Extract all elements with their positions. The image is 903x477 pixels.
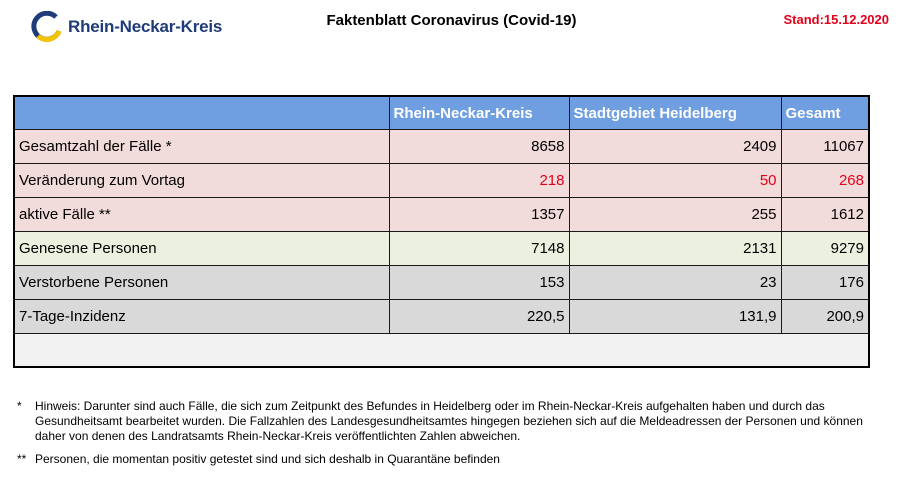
facts-table (13, 95, 870, 368)
cell-value: 7148 (389, 232, 569, 266)
cell-value: 1612 (781, 198, 869, 232)
footnote (17, 399, 877, 444)
row-label: Genesene Personen (14, 232, 389, 266)
cell-value: 255 (569, 198, 781, 232)
cell-value: 11067 (781, 130, 869, 164)
table-row (14, 232, 869, 266)
cell-value: 218 (389, 164, 569, 198)
footnote-mark: ** (17, 452, 27, 466)
cell-value: 153 (389, 266, 569, 300)
cell-value: 2409 (569, 130, 781, 164)
table-row (14, 300, 869, 334)
cell-value: 2131 (569, 232, 781, 266)
row-label: Verstorbene Personen (14, 266, 389, 300)
empty-cell (14, 334, 869, 368)
footnote-text: Hinweis: Darunter sind auch Fälle, die sich zum Zeitpunkt des Befundes in Heidelberg oder im Rhein-Neckar-Kreis aufgehalten haben und durch das Gesundheitsamt bearbeitet wurden. Die Fallzahlen des Landesgesundheitsamtes hingegen beziehen sich auf die Meldeadressen der Personen und können daher von denen des Landratsamts Rhein-Neckar-Kreis veröffentlichten Zahlen abweichen. (35, 399, 863, 443)
cell-value: 50 (569, 164, 781, 198)
column-header-label (14, 96, 389, 130)
cell-value: 220,5 (389, 300, 569, 334)
cell-value: 200,9 (781, 300, 869, 334)
table-row (14, 266, 869, 300)
row-label: Veränderung zum Vortag (14, 164, 389, 198)
cell-value: 8658 (389, 130, 569, 164)
column-header-gesamt: Gesamt (781, 96, 869, 130)
cell-value: 9279 (781, 232, 869, 266)
cell-value: 23 (569, 266, 781, 300)
footnote-text: Personen, die momentan positiv getestet sind und sich deshalb in Quarantäne befinden (35, 452, 500, 466)
footnote (17, 452, 877, 467)
row-label: 7-Tage-Inzidenz (14, 300, 389, 334)
column-header-rhein-neckar-kreis: Rhein-Neckar-Kreis (389, 96, 569, 130)
cell-value: 268 (781, 164, 869, 198)
footnote-mark: * (17, 399, 22, 413)
empty-row (14, 334, 869, 368)
footnotes (17, 399, 877, 467)
page-title: Faktenblatt Coronavirus (Covid-19) (326, 12, 577, 29)
logo-text: Rhein-Neckar-Kreis (68, 17, 223, 36)
table-row (14, 164, 869, 198)
row-label: aktive Fälle ** (14, 198, 389, 232)
cell-value: 1357 (389, 198, 569, 232)
column-header-heidelberg: Stadtgebiet Heidelberg (569, 96, 781, 130)
table-row (14, 130, 869, 164)
table-row (14, 198, 869, 232)
row-label: Gesamtzahl der Fälle * (14, 130, 389, 164)
cell-value: 131,9 (569, 300, 781, 334)
table-header-row (14, 96, 869, 130)
stand-date: Stand:15.12.2020 (783, 12, 889, 27)
cell-value: 176 (781, 266, 869, 300)
